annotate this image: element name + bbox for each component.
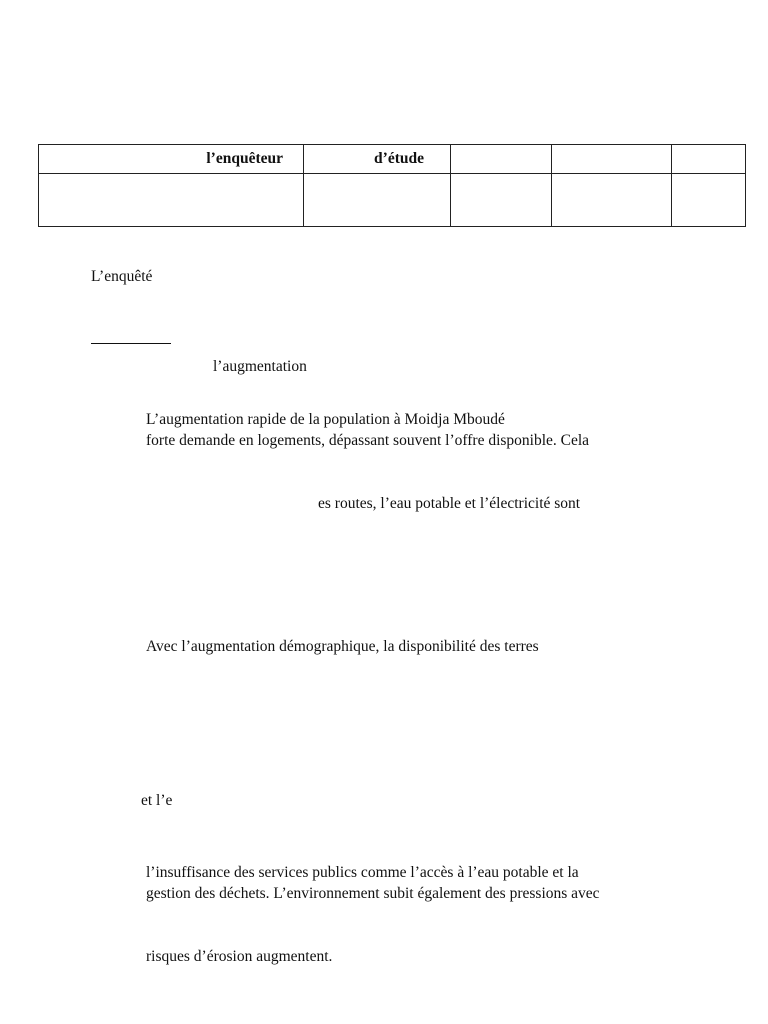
table-cell: [451, 174, 552, 227]
text-enquete: L’enquêté: [91, 268, 153, 285]
table-header-cell-enqueteur: l’enquêteur: [39, 145, 304, 174]
table-header-cell: [552, 145, 672, 174]
table-header-cell-etude: d’étude: [304, 145, 451, 174]
paragraph-line: forte demande en logements, dépassant souvent l’offre disponible. Cela: [146, 432, 590, 449]
table-cell: [39, 174, 304, 227]
text-augmentation-heading: l’augmentation: [213, 358, 307, 375]
paragraph-line: Avec l’augmentation démographique, la disponibilité des terres: [146, 638, 539, 655]
paragraph-line: risques d’érosion augmentent.: [146, 948, 333, 965]
paragraph-line: L’augmentation rapide de la population à Moidja Mboudé: [146, 411, 505, 428]
paragraph-line: es routes, l’eau potable et l’électricité sont: [318, 495, 581, 512]
header-table: [38, 144, 746, 227]
paragraph-line: gestion des déchets. L’environnement subit également des pressions avec: [146, 885, 600, 902]
table-header-cell: [672, 145, 746, 174]
table-cell: [672, 174, 746, 227]
table-cell: [552, 174, 672, 227]
table-cell: [304, 174, 451, 227]
table-header-row: [39, 145, 746, 174]
table-header-cell: [451, 145, 552, 174]
table-row: [39, 174, 746, 227]
paragraph-line: et l’e: [141, 792, 173, 809]
section-underline: [91, 343, 171, 344]
paragraph-line: l’insuffisance des services publics comme l’accès à l’eau potable et la: [146, 864, 579, 881]
